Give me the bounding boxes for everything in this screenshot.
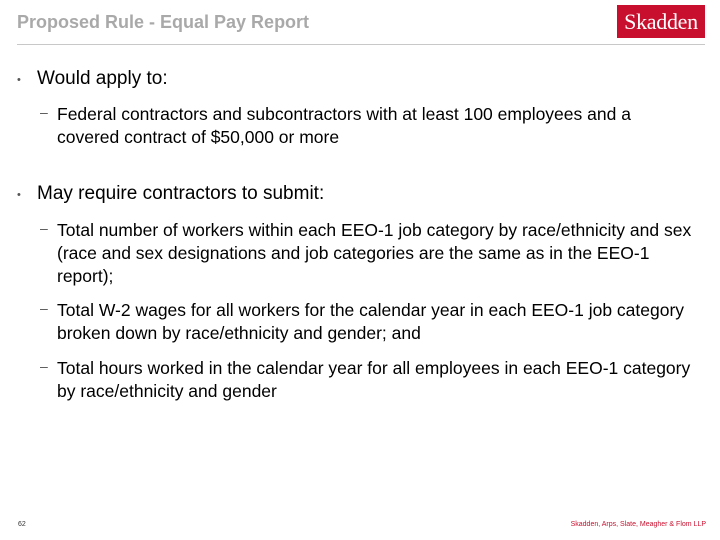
footer-firm-name: Skadden, Arps, Slate, Meagher & Flom LLP: [570, 521, 706, 528]
bullet-text: Would apply to:: [37, 68, 168, 89]
skadden-logo: Skadden: [617, 5, 705, 38]
bullet-marker: •: [17, 189, 21, 201]
sub-bullet-marker: –: [40, 104, 48, 120]
sub-bullet-text: Federal contractors and subcontractors with at least 100 employees and a covered contract of $50,000 or more: [57, 104, 631, 147]
sub-bullet-text: Total number of workers within each EEO-1 job category by race/ethnicity and sex (race and sex designations and job categories are the same as in the EEO-1 report);: [57, 220, 692, 286]
page-number: 62: [18, 521, 26, 528]
sub-bullet-marker: –: [40, 220, 48, 236]
sub-bullet-marker: –: [40, 358, 48, 374]
sub-bullet-marker: –: [40, 300, 48, 316]
sub-bullet-text: Total hours worked in the calendar year for all employees in each EEO-1 category by race/ethnicity and gender: [57, 358, 691, 401]
sub-bullet-text: Total W-2 wages for all workers for the calendar year in each EEO-1 job category broken down by race/ethnicity and gender; and: [57, 300, 685, 343]
bullet-text: May require contractors to submit:: [37, 183, 325, 204]
title-divider: [17, 44, 705, 45]
slide-title: Proposed Rule - Equal Pay Report: [17, 12, 310, 32]
bullet-marker: •: [17, 74, 21, 86]
